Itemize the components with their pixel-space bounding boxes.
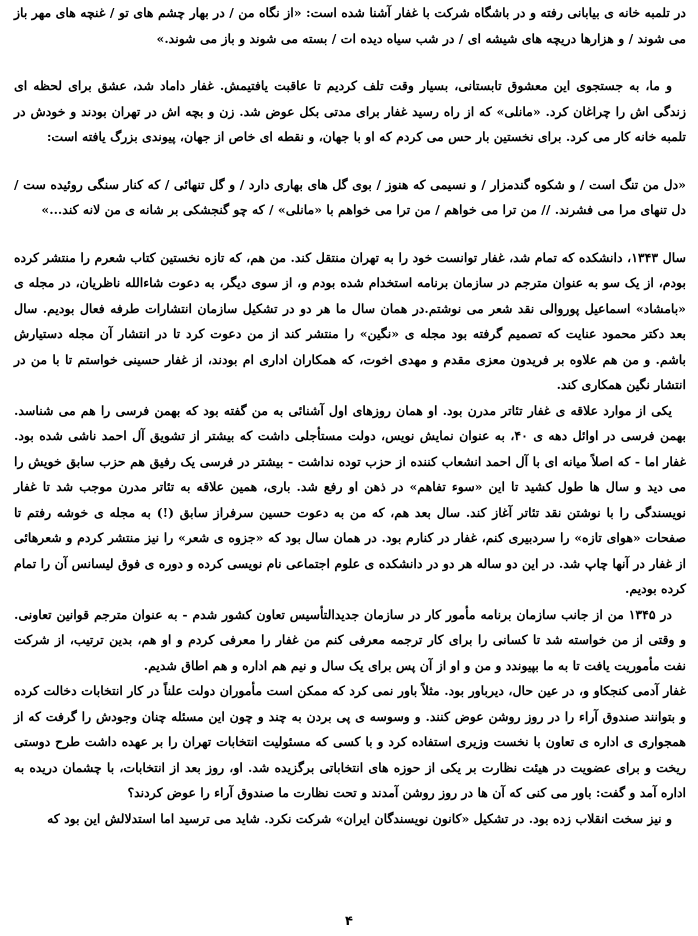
- paragraph-elections: غفار آدمی کنجکاو و، در عین حال، دیرباور بود. مثلاً باور نمی کرد که ممکن است مأموران دولت علناً در کار انتخابات دخالت کرده و بتوانند صندوق آراء را در روز روشن عوض کنند. و وسوسه ی پی بردن به چند و چون این مسئله چنان وجودش را گرفت که از همجواری ی اداره ی تعاون با نخست وزیری استفاده کرد و با کسی که مسئولیت انتخابات تهران را بر عهده داشت طرح دوستی ریخت و برای عضویت در هیئت نظارت بر یکی از حوزه های انتخاباتی برگزیده شد. او، روز بعد از انتخابات، با چشمان دریده به اداره آمد و گفت: باور می کنی که آن ها در روز روشن آمدند و تحت نظارت ما صندوق آراء را عوض کردند؟: [14, 683, 686, 800]
- paragraph-second-poem: «دل من تنگ است / و شکوه گندمزار / و نسیمی که هنوز / بوی گل های بهاری دارد / و گل تنهائی / که کنار سنگی روئیده ست / دل تنهای مرا می فشرند. // من ترا می خواهم / من ترا می خواهم با «مانلی» / که چو گنجشکی بر شانه ی من لانه کند...»: [14, 176, 686, 217]
- paragraph-spacer: [14, 51, 686, 73]
- paragraph-modern-theatre: یکی از موارد علاقه ی غفار تئاتر مدرن بود. او همان روزهای اول آشنائی به من گفته بود که بهمن فرسی را هم می شناسد. بهمن فرسی در اوائل دهه ی ۴۰، به عنوان نمایش نویس، دولت مستأجلی داشت که بیشتر از تشویق آل احمد ناشی شده بود. غفار اما - که اصلاً میانه ای با آل احمد انشعاب کننده از حزب توده نداشت - بیشتر در فرسی یک رفیق هم حزب سابق خویش را می دید و سال ها طول کشید تا این «سوء تفاهم» در ذهن او رفع شد. باری، همین علاقه به تئاتر مدرن موجب شد تا غفار نویسندگی را با نوشتن نقد تئاتر آغاز کند. سال بعد هم، که من به دعوت حسین سرفراز سابق (!) به مجله ی خوشه رفتم تا صفحات «هوای تازه» را سردبیری کنم، غفار در کنارم بود. در همان سال بود که «جزوه ی شعر» را نیز منتشر کردم و شعرهائی از غفار در آنها چاپ شد. در این دو ساله هر دو در دانشکده ی علوم اجتماعی نام نویسی کرده و دوره ی فوق لیسانس آن را تمام کرده بودیم.: [14, 402, 686, 596]
- paragraph-year-1343: سال ۱۳۴۳، دانشکده که تمام شد، غفار توانست خود را به تهران منتقل کند. من هم، که تازه نخستین کتاب شعرم را منتشر کرده بودم، از یک سو به عنوان مترجم در سازمان برنامه استخدام شده بودم و، از سوی دیگر، به دعوت شاءالله ناظریان، در مجله ی «بامشاد» اسماعیل پوروالی نقد شعر می نوشتم.در همان سال ما هر دو در تشکیل سازمان انتشارات طرفه فعال بودیم. سال بعد دکتر محمود عنایت که تصمیم گرفته بود مجله ی «نگین» را منتشر کند از من دعوت کرد تا در انتشار آن مجله دستیارش باشم. و من هم علاوه بر فریدون معزی مقدم و مهدی اخوت، که همکاران اداری ام بودند، از غفار حسینی خواستم تا با من در انتشار نگین همکاری کند.: [14, 249, 686, 392]
- page-number: ۴: [345, 914, 353, 929]
- document-page: [14, 0, 686, 936]
- paragraph-year-1345: در ۱۳۴۵ من از جانب سازمان برنامه مأمور کار در سازمان جدیدالتأسیس تعاون کشور شدم - به عنوان مترجم قوانین تعاونی. و وقتی از من خواسته شد تا کسانی را برای کار ترجمه معرفی کنم من غفار را معرفی کردم و او هم، بدین ترتیب، از شرکت نفت مأموریت یافت تا به ما بپیوندد و من و او از آن پس برای یک سال و نیم هم اداره و هم اطاق شدیم.: [14, 606, 686, 673]
- paragraph-summer-beloved: و ما، به جستجوی این معشوق تابستانی، بسیار وقت تلف کردیم تا عاقبت یافتیمش. غفار داماد شد، عشق برای لحظه ای زندگی اش را چراغان کرد. «مانلی» که از راه رسید غفار برای مدتی بکل عوض شد. زن و بچه اش در تهران بودند و خودش در تلمبه خانه کار می کرد. برای نخستین بار حس می کردم که او با جهان، و نقطه ای خاص از جهان، پیوندی بزرگ یافته است:: [14, 78, 686, 144]
- paragraph-spacer: [14, 223, 686, 245]
- paragraph-writers-association: و نیز سخت انقلاب زده بود. در تشکیل «کانون نویسندگان ایران» شرکت نکرد. شاید می ترسید اما استدلالش این بود که: [47, 810, 672, 826]
- paragraph-intro-poem: در تلمبه خانه ی بیابانی رفته و در باشگاه شرکت با غفار آشنا شده است: «از نگاه من / در بهار چشم های تو / غنچه های مهر باز می شوند / و هزارها دریچه های شیشه ای / در شب سیاه دیده ات / بسته می شوند و باز می شوند.»: [14, 5, 686, 46]
- paragraph-spacer: [14, 150, 686, 172]
